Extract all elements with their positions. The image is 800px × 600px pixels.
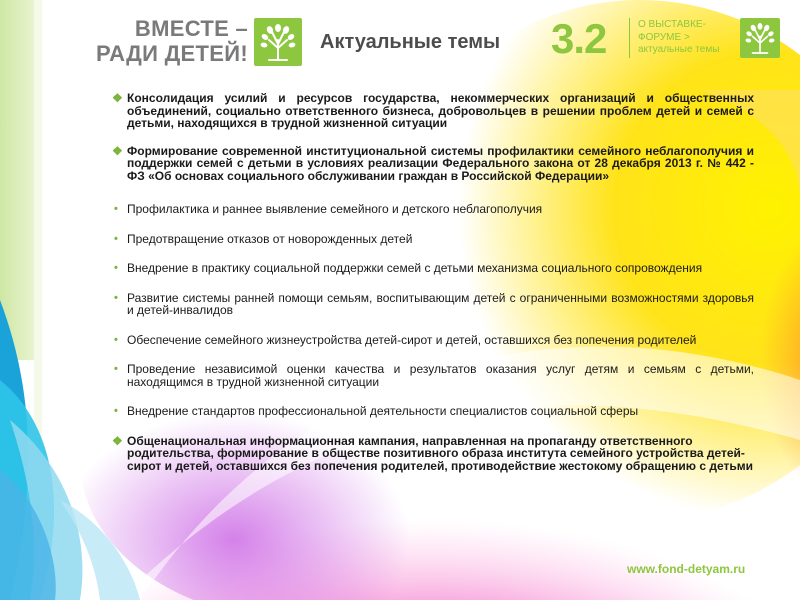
list-item: [112, 145, 754, 183]
list-item-text: Общенациональная информационная кампания, направленная на пропаганду ответственного родительства, формирование в обществе позитивного образа института семейного устройства детей-сирот и детей, оставшихся без попечения родителей, противодействие жестокому обращению с детьми: [127, 433, 753, 473]
brand-line-2: РАДИ ДЕТЕЙ!: [96, 41, 248, 66]
diamond-bullet-icon: ❖: [112, 143, 123, 158]
tree-logo-icon-small: [740, 18, 780, 58]
list-item: [112, 233, 754, 246]
topics-list: [112, 92, 754, 472]
dot-bullet-icon: •: [114, 232, 118, 245]
list-item: [112, 92, 754, 130]
breadcrumb-line-2[interactable]: ФОРУМЕ >: [638, 31, 690, 43]
list-item-text: Внедрение в практику социальной поддержки семей с детьми механизма социального сопровождения: [127, 261, 703, 275]
list-item-text: Проведение независимой оценки качества и результатов оказания услуг детям и семьям с детьми, находящимся в трудной жизненной ситуации: [127, 362, 754, 389]
brand-line-1: ВМЕСТЕ –: [134, 16, 248, 41]
tree-logo-icon: [254, 18, 302, 66]
breadcrumb-line-1[interactable]: О ВЫСТАВКЕ-: [638, 19, 706, 30]
list-item-text: Внедрение стандартов профессиональной деятельности специалистов социальной сферы: [127, 404, 639, 418]
brand-slogan: [78, 16, 248, 66]
list-item-text: Консолидация усилий и ресурсов государства, некоммерческих организаций и общественных объединений, социально ответственного бизнеса, добровольцев в решении проблем детей и семей с детьми, находящихся в трудной жизненной ситуации: [127, 91, 754, 130]
list-item: [112, 435, 754, 473]
list-item: [112, 203, 754, 216]
list-item-text: Развитие системы ранней помощи семьям, воспитывающим детей с ограниченными возможностями здоровья и детей-инвалидов: [127, 290, 754, 317]
dot-bullet-icon: •: [114, 333, 118, 346]
diamond-bullet-icon: ❖: [112, 433, 123, 448]
list-item-text: Обеспечение семейного жизнеустройства детей-сирот и детей, оставшихся без попечения родителей: [127, 332, 697, 347]
dot-bullet-icon: •: [114, 405, 118, 417]
dot-bullet-icon: •: [114, 203, 118, 215]
section-title: Актуальные темы: [320, 31, 501, 53]
header-divider: [629, 18, 630, 58]
list-item-text: Формирование современной институциональной системы профилактики семейного неблагополучия и поддержки семей с детьми в условиях реализации Федерального закона от 28 декабря 2013 г. № 442 - ФЗ «Об основах социального обслуживании граждан в Российской Федерации»: [127, 143, 754, 183]
list-item: [112, 363, 754, 388]
list-item: [112, 405, 754, 418]
list-item: [112, 292, 754, 317]
list-item-text: Предотвращение отказов от новорожденных детей: [127, 231, 413, 246]
header: [0, 0, 800, 80]
section-number: 3.2: [551, 15, 607, 62]
list-item-text: Профилактика и раннее выявление семейного и детского неблагополучия: [127, 202, 543, 216]
footer-website-link[interactable]: www.fond-detyam.ru: [627, 562, 746, 576]
list-item: [112, 262, 754, 275]
dot-bullet-icon: •: [114, 262, 118, 274]
dot-bullet-icon: •: [114, 363, 118, 375]
breadcrumb-line-3[interactable]: актуальные темы: [638, 44, 720, 55]
dot-bullet-icon: •: [114, 291, 118, 304]
diamond-bullet-icon: ❖: [112, 91, 123, 105]
breadcrumb[interactable]: [638, 19, 738, 57]
list-item: [112, 334, 754, 347]
